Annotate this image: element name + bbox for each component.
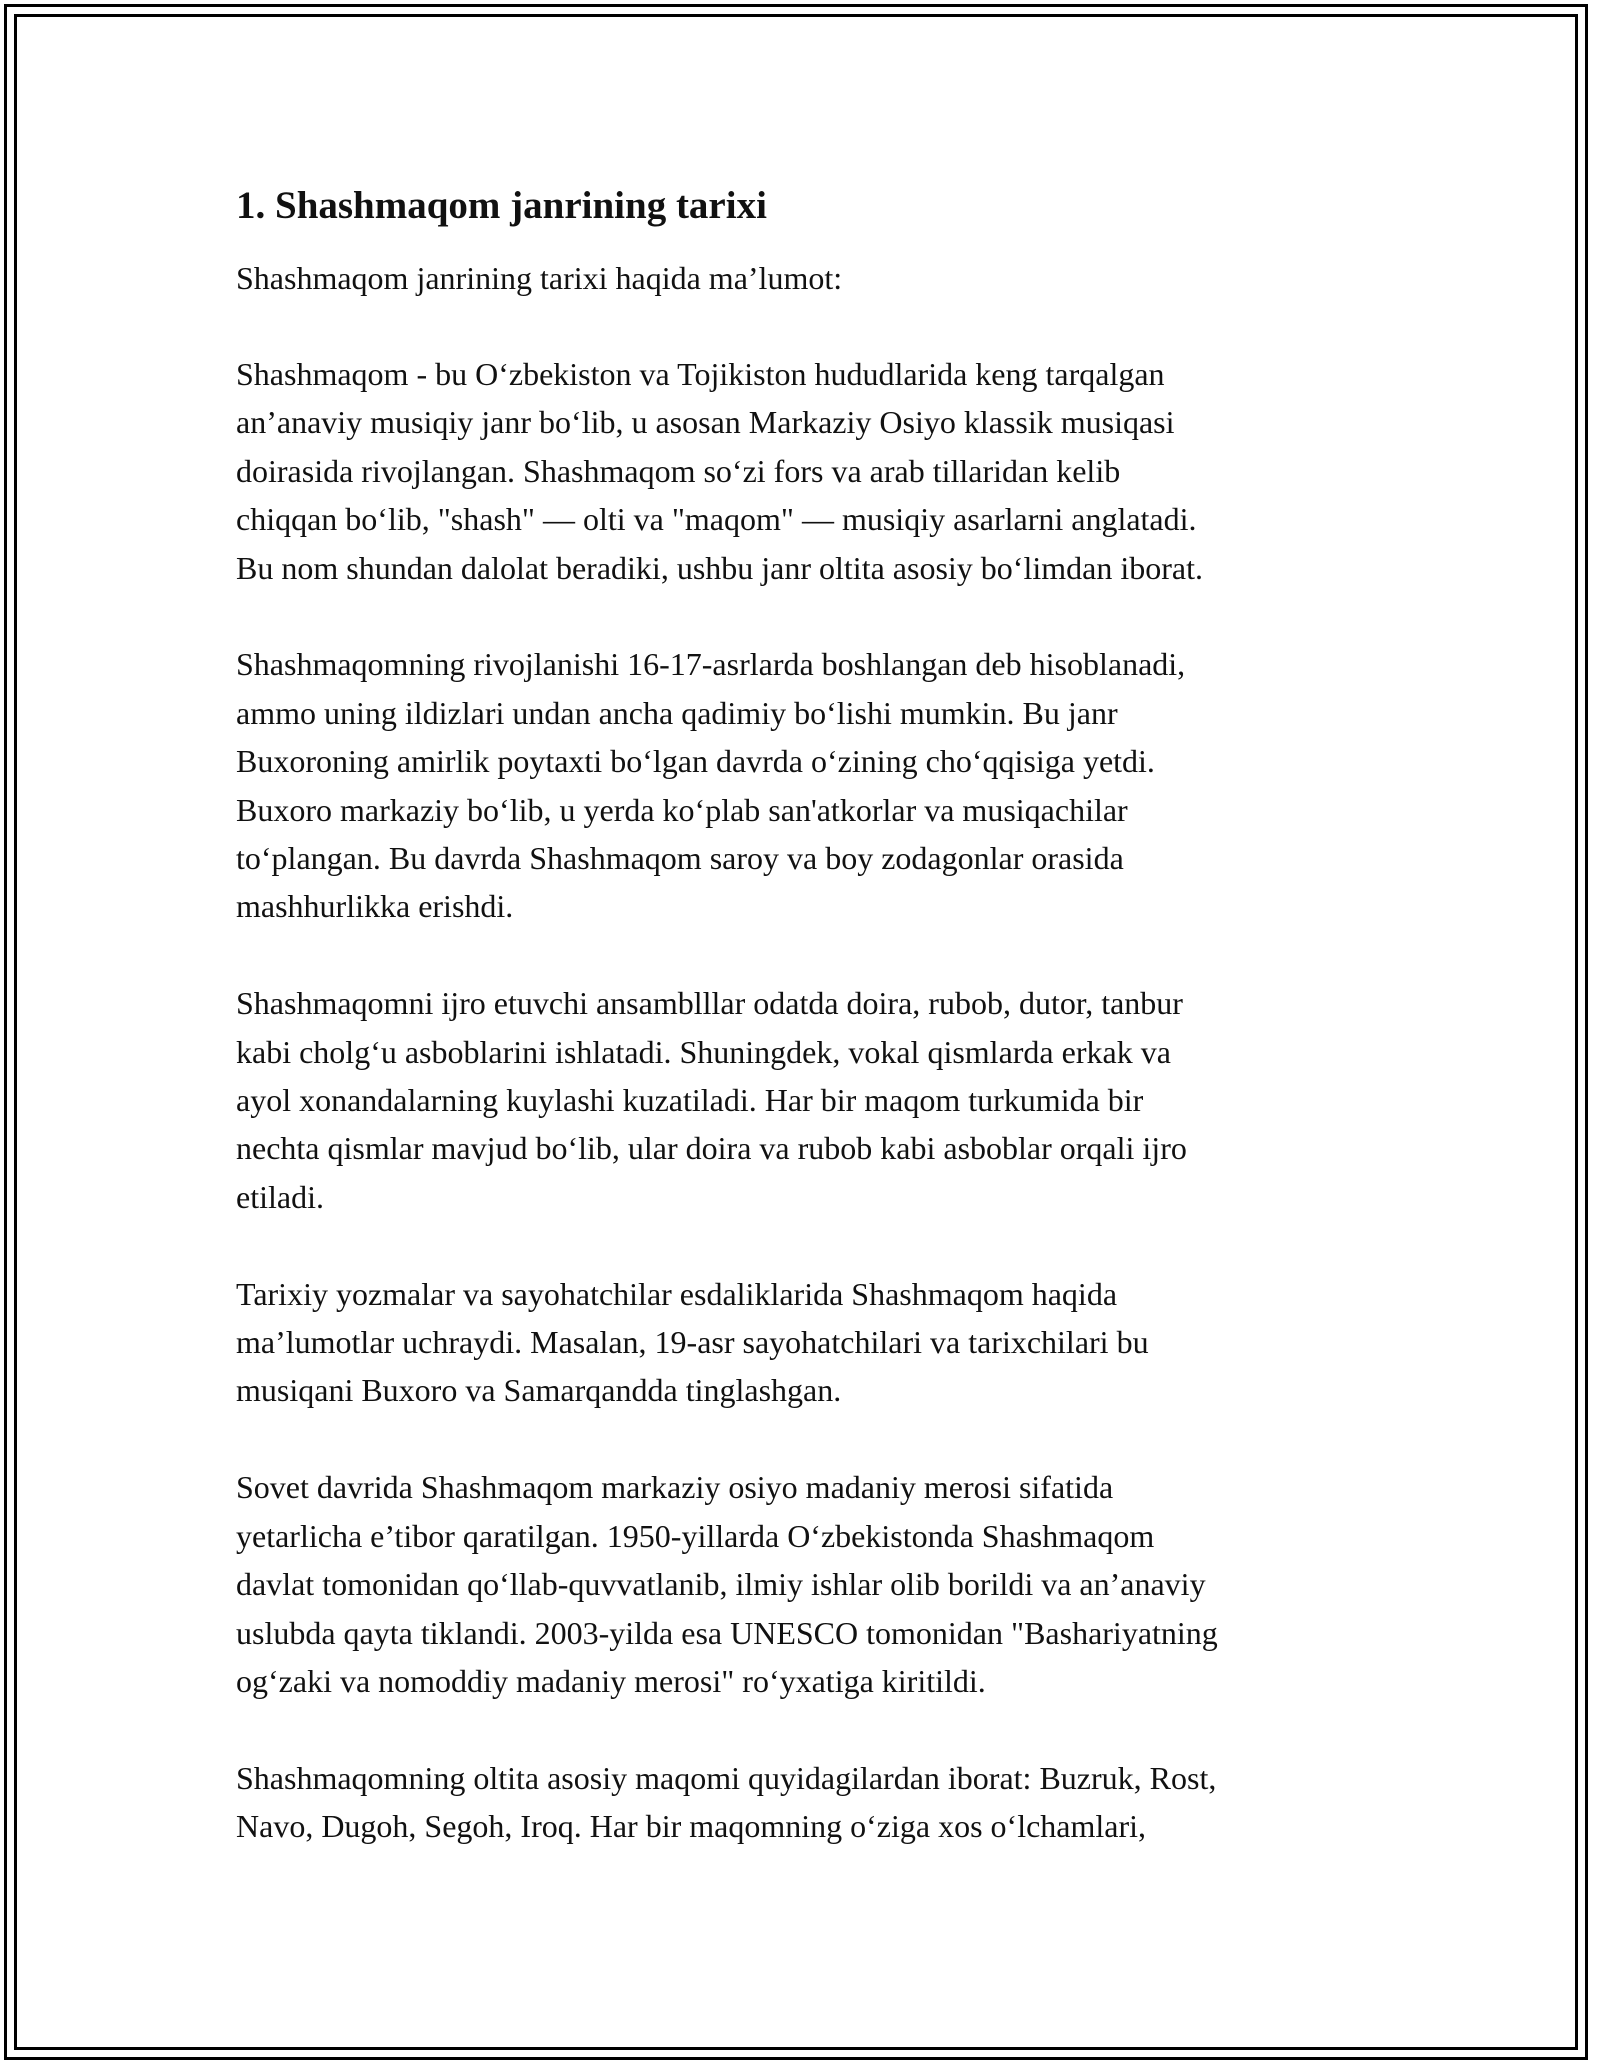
paragraph-line: an’anaviy musiqiy janr bo‘lib, u asosan Markaziy Osiyo klassik musiqasi: [236, 404, 1175, 441]
paragraph-line: musiqani Buxoro va Samarqandda tinglashgan.: [236, 1372, 842, 1409]
paragraph-line: etiladi.: [236, 1178, 324, 1215]
paragraph-line: nechta qismlar mavjud bo‘lib, ular doira va rubob kabi asboblar orqali ijro: [236, 1130, 1187, 1167]
paragraph-line: chiqqan bo‘lib, "shash" — olti va "maqom" — musiqiy asarlarni anglatadi.: [236, 501, 1197, 538]
paragraph-line: Buxoro markaziy bo‘lib, u yerda ko‘plab san'atkorlar va musiqachilar: [236, 791, 1128, 828]
body-paragraph: [236, 1463, 1376, 1705]
paragraph-line: ammo uning ildizlari undan ancha qadimiy bo‘lishi mumkin. Bu janr: [236, 694, 1118, 731]
paragraph-line: Tarixiy yozmalar va sayohatchilar esdaliklarida Shashmaqom haqida: [236, 1275, 1118, 1312]
paragraph-line: ma’lumotlar uchraydi. Masalan, 19-asr sayohatchilari va tarixchilari bu: [236, 1324, 1149, 1361]
paragraph-line: davlat tomonidan qo‘llab-quvvatlanib, ilmiy ishlar olib borildi va an’anaviy: [236, 1566, 1206, 1603]
paragraph-line: to‘plangan. Bu davrda Shashmaqom saroy va boy zodagonlar orasida: [236, 840, 1124, 877]
paragraph-line: Shashmaqomning oltita asosiy maqomi quyidagilardan iborat: Buzruk, Rost,: [236, 1759, 1217, 1796]
paragraph-line: doirasida rivojlangan. Shashmaqom so‘zi fors va arab tillaridan kelib: [236, 452, 1121, 489]
paragraph-line: Shashmaqomni ijro etuvchi ansamblllar odatda doira, rubob, dutor, tanbur: [236, 985, 1183, 1022]
intro-line: Shashmaqom janrining tarixi haqida ma’lumot:: [236, 260, 843, 296]
paragraph-line: yetarlicha e’tibor qaratilgan. 1950-yillarda O‘zbekistonda Shashmaqom: [236, 1517, 1155, 1554]
body-paragraph: [236, 350, 1376, 592]
paragraph-line: og‘zaki va nomoddiy madaniy merosi" ro‘yxatiga kiritildi.: [236, 1662, 986, 1699]
paragraph-line: Bu nom shundan dalolat beradiki, ushbu janr oltita asosiy bo‘limdan iborat.: [236, 549, 1203, 586]
paragraph-line: Sovet davrida Shashmaqom markaziy osiyo madaniy merosi sifatida: [236, 1469, 1114, 1506]
paragraph-list: [236, 350, 1376, 1851]
body-paragraph: [236, 1270, 1376, 1415]
document-body: [236, 182, 1376, 1899]
paragraph-line: mashhurlikka erishdi.: [236, 888, 514, 925]
section-heading: 1. Shashmaqom janrining tarixi: [236, 184, 767, 227]
paragraph-line: Shashmaqomning rivojlanishi 16-17-asrlarda boshlangan deb hisoblanadi,: [236, 646, 1186, 683]
paragraph-line: ayol xonandalarning kuylashi kuzatiladi. Har bir maqom turkumida bir: [236, 1082, 1144, 1119]
body-paragraph: [236, 979, 1376, 1221]
paragraph-line: Buxoroning amirlik poytaxti bo‘lgan davrda o‘zining cho‘qqisiga yetdi.: [236, 743, 1155, 780]
paragraph-line: kabi cholg‘u asboblarini ishlatadi. Shuningdek, vokal qismlarda erkak va: [236, 1033, 1171, 1070]
body-paragraph: [236, 640, 1376, 930]
body-paragraph: [236, 1754, 1376, 1851]
paragraph-line: Navo, Dugoh, Segoh, Iroq. Har bir maqomning o‘ziga xos o‘lchamlari,: [236, 1808, 1147, 1845]
paragraph-line: Shashmaqom - bu O‘zbekiston va Tojikiston hududlarida keng tarqalgan: [236, 356, 1165, 392]
paragraph-line: uslubda qayta tiklandi. 2003-yilda esa UNESCO tomonidan "Bashariyatning: [236, 1614, 1218, 1651]
